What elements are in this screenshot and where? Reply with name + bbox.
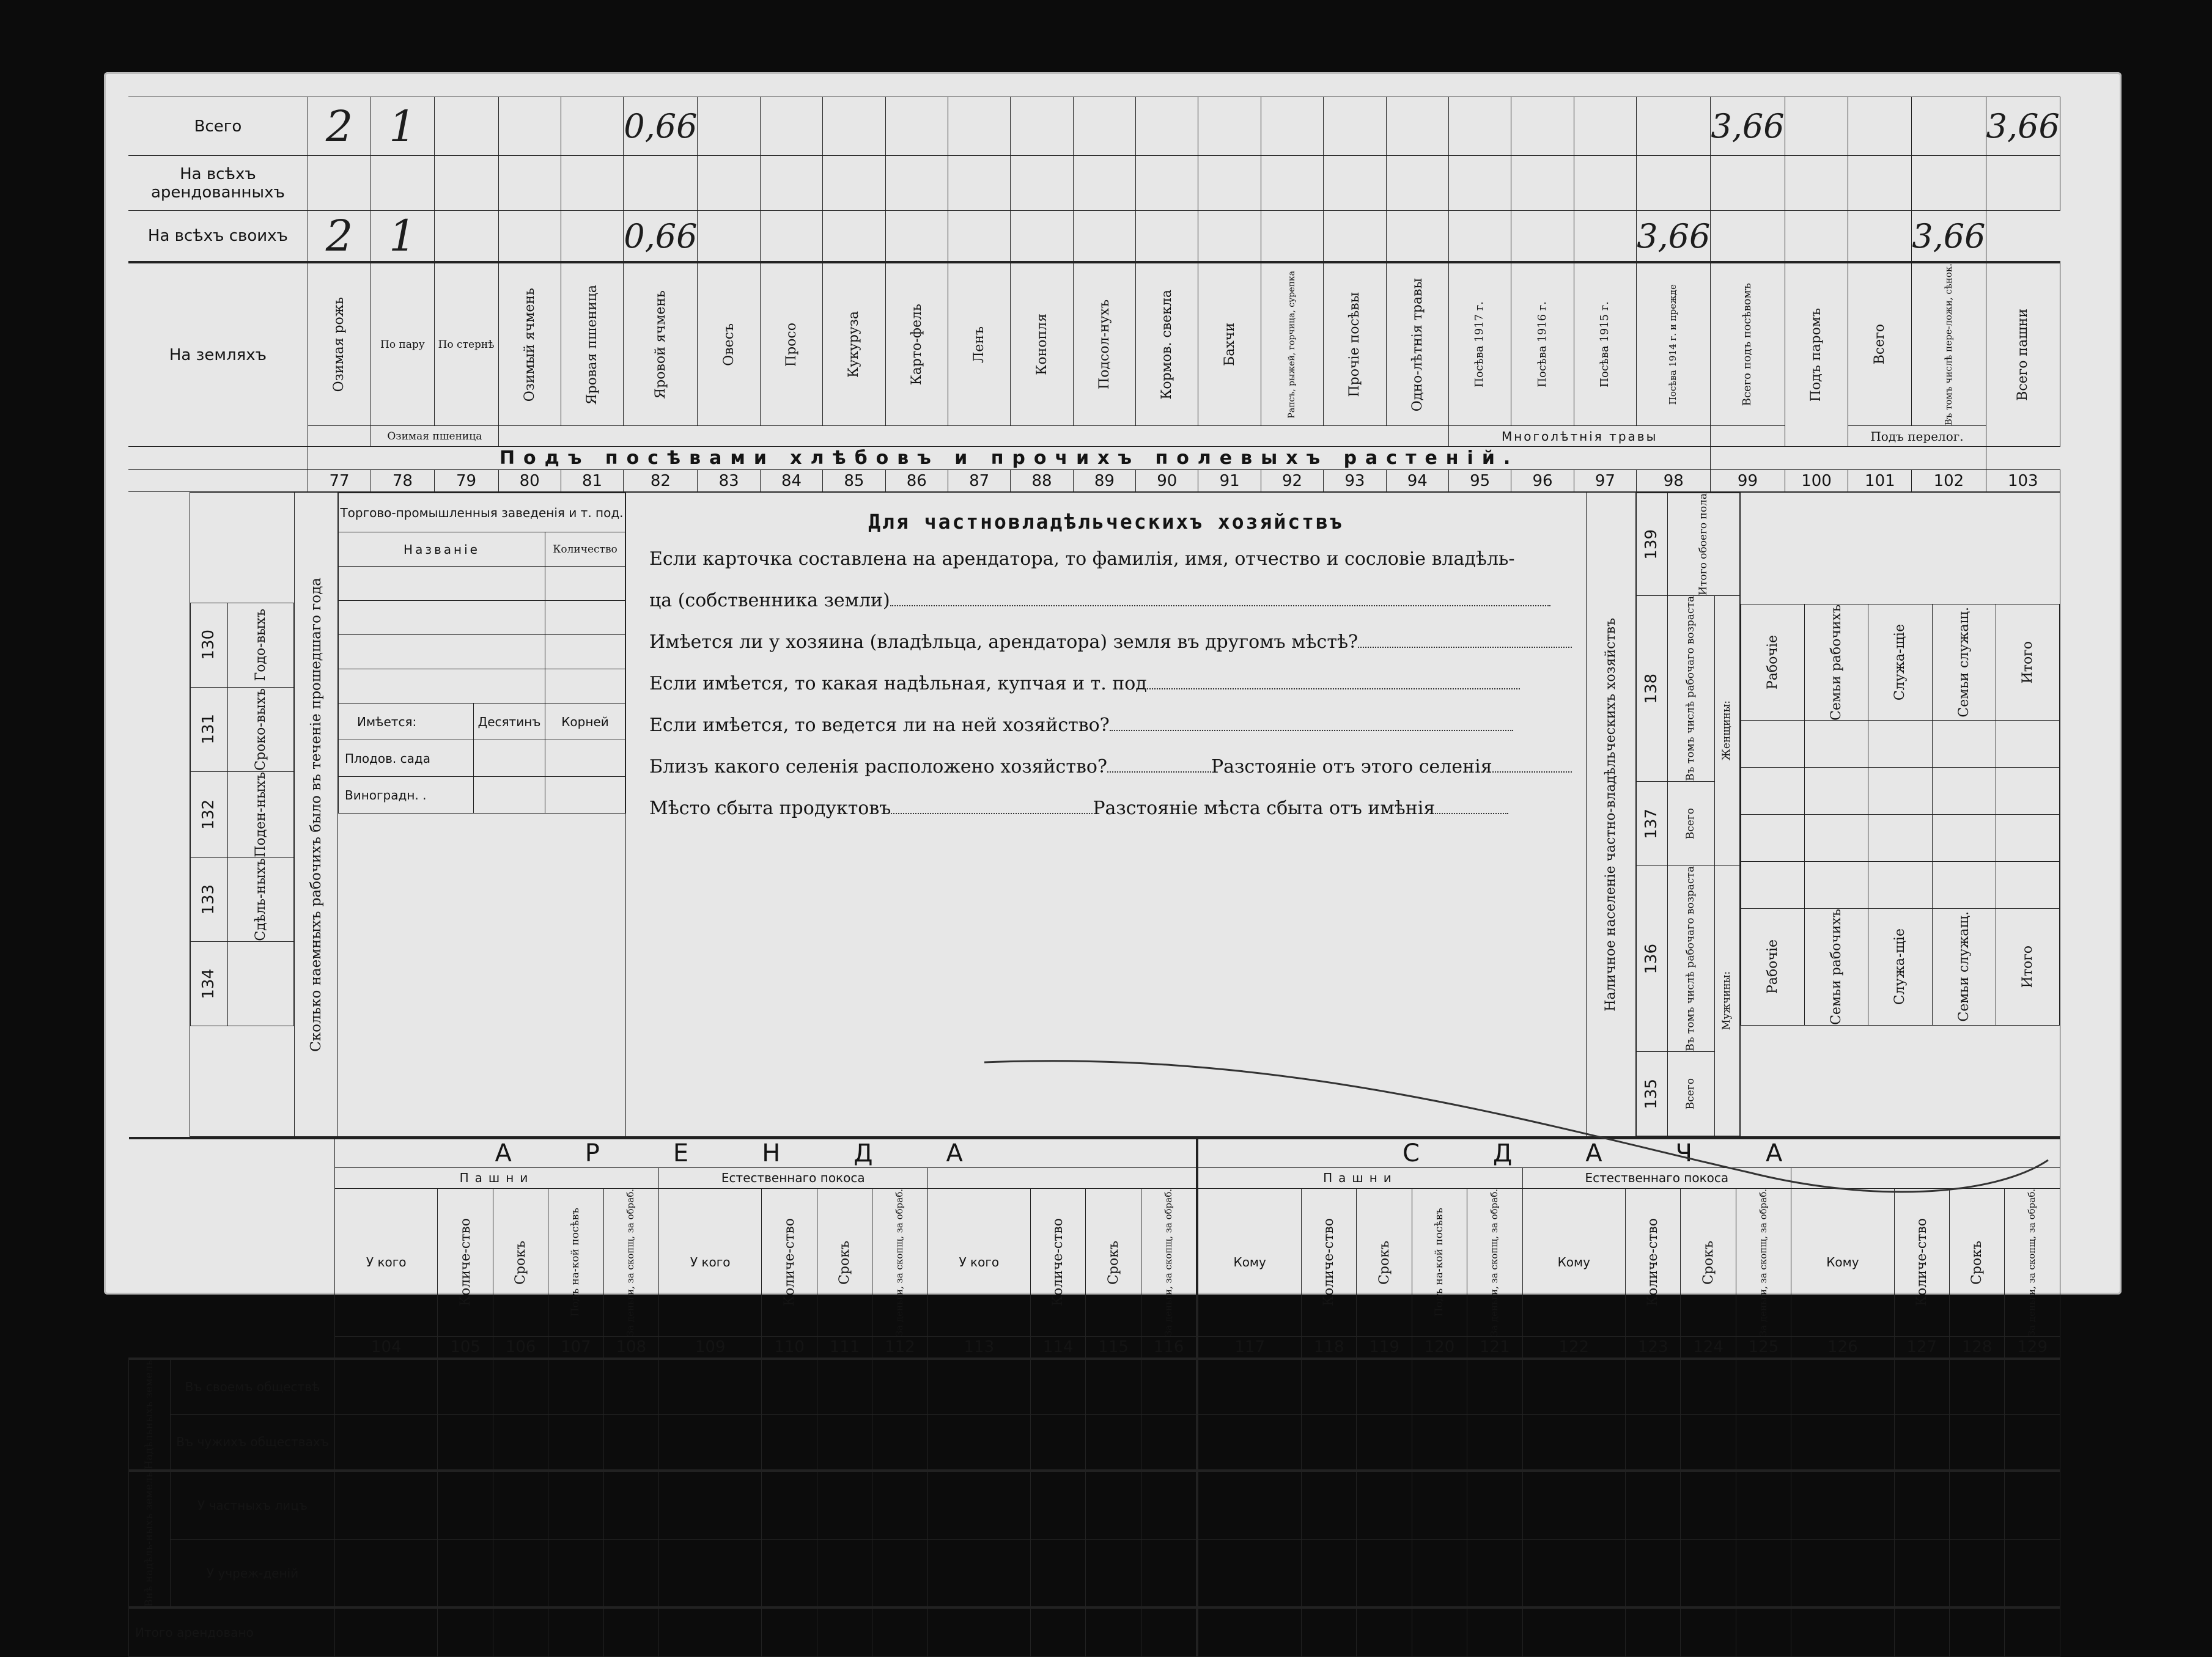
col-num: 103	[1986, 470, 2060, 492]
col-num: 132	[199, 799, 218, 830]
col-num: 130	[199, 630, 218, 661]
col-num: 87	[948, 470, 1010, 492]
col-num: 104	[334, 1337, 437, 1359]
col-num: 80	[498, 470, 561, 492]
col-num: 135	[1642, 1078, 1661, 1109]
col-head: Въ томъ числѣ пере-ложи, сѣнок.	[1942, 263, 1954, 426]
col-num: 136	[1642, 943, 1661, 974]
handwritten-value: 3,66	[1986, 107, 2060, 145]
pop-col-head: Въ томъ числѣ рабочаго возраста	[1684, 865, 1697, 1051]
col-num: 115	[1086, 1337, 1141, 1359]
trade-name-head: Названіе	[339, 532, 545, 567]
handwritten-value: 3,66	[1912, 216, 1986, 255]
col-num: 122	[1522, 1337, 1625, 1359]
census-card	[104, 72, 2122, 1640]
col-num: 124	[1681, 1337, 1736, 1359]
col-head: Посѣва 1915 г.	[1598, 301, 1611, 388]
pokos-head: Естественнаго покоса	[1522, 1167, 1791, 1188]
lease-col-head: Кому	[1197, 1188, 1301, 1336]
staff-col-head: Рабочіе	[1765, 939, 1781, 994]
col-head: Кукуруза	[846, 311, 862, 378]
workers-col-head: Поден-ныхъ	[253, 771, 268, 858]
answer-line[interactable]	[1110, 730, 1513, 731]
answer-line[interactable]	[890, 605, 1550, 606]
desyatin-head: Десятинъ	[474, 704, 545, 740]
col-num: 128	[1949, 1337, 2004, 1359]
handwritten-value: 0,66	[624, 107, 698, 145]
col-num: 99	[1711, 470, 1785, 492]
col-num: 92	[1261, 470, 1323, 492]
staff-col-head: Служа-щіе	[1892, 928, 1908, 1005]
answer-line[interactable]	[1435, 813, 1508, 814]
lease-col-head: За деньги, за скопщ, за обраб.	[625, 1188, 636, 1337]
col-head: Карто-фель	[909, 303, 924, 386]
pop-col-head: Всего	[1684, 807, 1697, 840]
col-num: 113	[927, 1337, 1030, 1359]
question-owner-cont: ца (собственника земли)	[649, 590, 890, 612]
col-head: Всего подъ посѣвомъ	[1741, 283, 1754, 406]
question-farming: Если имѣется, то ведется ли на ней хозяйство?	[649, 715, 1110, 737]
row-label-own: На всѣхъ своихъ	[128, 211, 308, 263]
col-num: 131	[199, 714, 218, 745]
col-num: 114	[1031, 1337, 1086, 1359]
lease-col-head: Срокъ	[1969, 1240, 1985, 1285]
col-head: По стернѣ	[438, 338, 495, 351]
row-label-rented: На всѣхъ арендованныхъ	[128, 156, 308, 211]
col-head: Подъ паромъ	[1808, 308, 1824, 402]
col-num: 97	[1574, 470, 1636, 492]
col-num: 127	[1894, 1337, 1949, 1359]
col-num: 117	[1197, 1337, 1301, 1359]
lease-col-head: У кого	[927, 1188, 1030, 1336]
non-nadel-group-label: Внѣ надѣль-ныхъ земель	[142, 1471, 155, 1607]
pop-group-head: Мужчины:	[1720, 971, 1733, 1031]
col-num: 94	[1386, 470, 1448, 492]
col-num: 88	[1011, 470, 1073, 492]
handwritten-value: 1	[389, 101, 416, 152]
lease-col-head: Подъ на-кой посѣвъ	[569, 1208, 581, 1317]
hired-workers-caption: Сколько наемныхъ рабочихъ было въ теченіе прошедшаго года	[308, 577, 324, 1052]
col-head: Одно-лѣтнія травы	[1409, 277, 1425, 411]
col-head: Прочіе посѣвы	[1347, 292, 1363, 397]
lease-col-head: За деньги, за скопщ, за обраб.	[1488, 1188, 1500, 1337]
lease-col-head: Срокъ	[1700, 1240, 1716, 1285]
col-head: Конопля	[1034, 314, 1050, 375]
col-num: 90	[1136, 470, 1198, 492]
handwritten-value: 3,66	[1711, 107, 1785, 145]
question-market-distance: Разстояніе мѣста сбыта отъ имѣнія	[1093, 798, 1436, 820]
lease-numbers-row	[129, 1337, 2060, 1359]
col-num: 121	[1467, 1337, 1522, 1359]
pop-group-head: Женщины:	[1720, 700, 1733, 761]
staff-col-head: Рабочіе	[1765, 634, 1781, 689]
lease-col-head: Срокъ	[836, 1240, 852, 1285]
private-farms-title: Для частновладѣльческихъ хозяйствъ	[868, 510, 1344, 534]
row-own-society: Въ своемъ обществѣ	[171, 1359, 335, 1415]
col-num: 78	[371, 470, 434, 492]
col-num: 133	[199, 884, 218, 915]
col-num: 105	[438, 1337, 493, 1359]
perennial-grass-label: Многолѣтнія травы	[1448, 426, 1710, 447]
lease-col-head: Срокъ	[512, 1240, 528, 1285]
answer-line[interactable]	[1358, 647, 1572, 648]
col-head: Овесъ	[721, 323, 737, 366]
col-num: 109	[658, 1337, 761, 1359]
row-total-rented: Итого арендовано	[129, 1607, 335, 1656]
trade-title: Торгово-промышленныя заведенія и т. под.	[339, 493, 625, 532]
lease-col-head: Количе-ство	[1645, 1218, 1661, 1307]
col-num: 83	[698, 470, 760, 492]
row-other-society: Въ чужихъ обществахъ	[171, 1414, 335, 1471]
pop-col-head: Въ томъ числѣ рабочаго возраста	[1684, 596, 1697, 781]
crops-table	[128, 97, 2060, 492]
handwritten-value: 3,66	[1637, 216, 1711, 255]
col-head: Ленъ	[971, 326, 987, 363]
staff-col-head: Семьи рабочихъ	[1829, 908, 1845, 1025]
staff-col-head: Итого	[2019, 945, 2035, 988]
workers-col-head: Сроко-выхъ	[253, 688, 268, 771]
question-other-land: Имѣется ли у хозяина (владѣльца, арендатора) земля въ другомъ мѣстѣ?	[649, 631, 1359, 653]
private-farms-block	[626, 493, 1587, 1137]
staff-col-head: Семьи служащ.	[1956, 911, 1972, 1022]
col-head: Всего	[1872, 324, 1888, 365]
col-num: 139	[1642, 529, 1661, 560]
trade-block	[338, 493, 626, 1137]
sdacha-title: СДАЧА	[1197, 1138, 2060, 1168]
lease-col-head: Кому	[1791, 1188, 1894, 1336]
col-head: Яровая пшеница	[584, 284, 600, 405]
staff-col-head: Семьи служащ.	[1956, 607, 1972, 718]
col-num: 100	[1785, 470, 1848, 492]
col-head: Просо	[784, 322, 799, 367]
col-num: 79	[434, 470, 498, 492]
col-head: Рапсъ, рыжей, горчица, сурепка	[1287, 270, 1297, 419]
col-head: Посѣва 1914 г. и прежде	[1667, 284, 1679, 405]
col-head: Бахчи	[1222, 323, 1237, 367]
on-land-label: На земляхъ	[128, 262, 308, 447]
col-head: Озимая рожь	[331, 296, 347, 392]
middle-section	[128, 492, 2060, 1137]
lease-col-head: За деньги, за скопщ, за обраб.	[1162, 1188, 1174, 1337]
col-head: Подсол-нухъ	[1096, 299, 1112, 390]
population-block	[1636, 493, 1741, 1137]
lease-col-head: Срокъ	[1376, 1240, 1392, 1285]
under-crops-caption: Подъ посѣвами хлѣбовъ и прочихъ полевыхъ растеній.	[308, 447, 1711, 470]
workers-col-head: Годо-выхъ	[253, 609, 268, 682]
col-head: Кормов. свекла	[1159, 289, 1175, 400]
workers-block	[190, 493, 295, 1137]
col-num: 82	[624, 470, 698, 492]
col-head: Посѣва 1916 г.	[1535, 301, 1549, 388]
col-num: 81	[561, 470, 623, 492]
staff-col-head: Служа-щіе	[1892, 623, 1908, 701]
col-num: 98	[1637, 470, 1711, 492]
staff-col-head: Итого	[2019, 641, 2035, 684]
lease-col-head: Количе-ство	[1914, 1218, 1930, 1307]
col-head: Посѣва 1917 г.	[1473, 301, 1486, 388]
handwritten-value: 2	[325, 211, 353, 261]
col-num: 108	[603, 1337, 658, 1359]
lease-col-head: Подъ на-кой посѣвъ	[1432, 1208, 1445, 1317]
col-num: 107	[548, 1337, 603, 1359]
question-land-type: Если имѣется, то какая надѣльная, купчая и т. под	[649, 673, 1147, 695]
pashni-head: Пашни	[1197, 1167, 1522, 1188]
col-num: 118	[1302, 1337, 1357, 1359]
trade-qty-head: Количество	[545, 532, 625, 567]
ozimaya-pshenitsa-label: Озимая пшеница	[371, 426, 498, 447]
nadel-group-label: Надѣльныхъ земель	[142, 1359, 155, 1469]
lease-col-head: У кого	[334, 1188, 437, 1336]
question-village: Близъ какого селенія расположено хозяйство?	[649, 756, 1107, 778]
lease-head-row	[129, 1188, 2060, 1336]
col-num: 134	[199, 969, 218, 999]
question-owner: Если карточка составлена на арендатора, то фамилія, имя, отчество и сословіе владѣль-	[649, 548, 1515, 570]
pencil-stroke	[984, 1050, 2085, 1209]
col-num: 86	[885, 470, 948, 492]
orchard-label: Плодов. сада	[339, 740, 474, 777]
col-head: Озимый ячмень	[522, 287, 537, 402]
col-num: 137	[1642, 808, 1661, 839]
col-num: 123	[1626, 1337, 1681, 1359]
lease-col-head: Количе-ство	[781, 1218, 797, 1307]
col-num: 125	[1736, 1337, 1791, 1359]
answer-line[interactable]	[1492, 771, 1572, 773]
lease-col-head: За деньги, за скопщ, за обраб.	[894, 1188, 905, 1337]
question-market: Мѣсто сбыта продуктовъ	[649, 798, 891, 820]
has-label: Имѣется:	[339, 704, 474, 740]
pashni-head: Пашни	[334, 1167, 658, 1188]
col-num: 111	[817, 1337, 872, 1359]
lease-col-head: Срокъ	[1105, 1240, 1121, 1285]
fallow-label: Подъ перелог.	[1848, 426, 1986, 447]
col-num: 89	[1073, 470, 1135, 492]
population-caption: Наличное населеніе частно-владѣльческихъ хозяйствъ	[1603, 617, 1619, 1012]
staff-col-head: Семьи рабочихъ	[1829, 604, 1845, 721]
col-num: 129	[2005, 1337, 2060, 1359]
col-head: Всего пашни	[2015, 309, 2031, 402]
row-label-total: Всего	[128, 97, 308, 156]
col-num: 101	[1848, 470, 1912, 492]
workers-col-head: Сдѣль-ныхъ	[253, 858, 268, 941]
staff-grid	[1741, 493, 2060, 1137]
vineyard-label: Виноградн. .	[339, 777, 474, 814]
form-sheet	[128, 97, 2060, 1657]
row-institutions: У учреж-деній	[171, 1539, 335, 1607]
col-num: 106	[493, 1337, 548, 1359]
lease-col-head: Количе-ство	[457, 1218, 473, 1307]
lease-col-head: У кого	[658, 1188, 761, 1336]
lease-col-head: Количе-ство	[1321, 1218, 1337, 1307]
answer-line[interactable]	[1147, 688, 1520, 689]
pop-col-head: Итого обоего пола	[1697, 493, 1709, 596]
row-private-persons: У частныхъ лицъ	[171, 1471, 335, 1539]
col-num: 95	[1448, 470, 1511, 492]
col-head: По пару	[380, 338, 425, 351]
korney-head: Корней	[545, 704, 625, 740]
col-num: 126	[1791, 1337, 1894, 1359]
col-num: 110	[762, 1337, 817, 1359]
lease-col-head: Кому	[1522, 1188, 1625, 1336]
col-num: 119	[1357, 1337, 1412, 1359]
col-num: 138	[1642, 673, 1661, 704]
answer-line[interactable]	[1107, 771, 1211, 773]
col-num: 102	[1912, 470, 1986, 492]
lease-col-head: За деньги, за скопщ, за обраб.	[2026, 1188, 2038, 1337]
handwritten-value: 1	[389, 211, 416, 261]
pokos-head: Естественнаго покоса	[658, 1167, 927, 1188]
lease-col-head: За деньги, за скопщ, за обраб.	[1757, 1188, 1769, 1337]
answer-line[interactable]	[891, 813, 1093, 814]
col-num: 96	[1511, 470, 1574, 492]
lease-col-head: Количе-ство	[1050, 1218, 1066, 1307]
col-num: 84	[760, 470, 822, 492]
col-head: Яровой ячмень	[652, 290, 668, 399]
col-num: 77	[308, 470, 371, 492]
pop-col-head: Всего	[1684, 1078, 1697, 1109]
arenda-title: АРЕНДА	[334, 1138, 1197, 1168]
handwritten-value: 2	[325, 101, 353, 152]
col-num: 112	[872, 1337, 927, 1359]
handwritten-value: 0,66	[624, 216, 698, 255]
col-num: 85	[823, 470, 885, 492]
column-numbers-row	[128, 470, 2060, 492]
col-num: 91	[1198, 470, 1261, 492]
col-num: 120	[1412, 1337, 1467, 1359]
col-num: 116	[1141, 1337, 1197, 1359]
col-num: 93	[1324, 470, 1386, 492]
lease-table	[128, 1137, 2060, 1657]
question-distance: Разстояніе отъ этого селенія	[1211, 756, 1492, 778]
